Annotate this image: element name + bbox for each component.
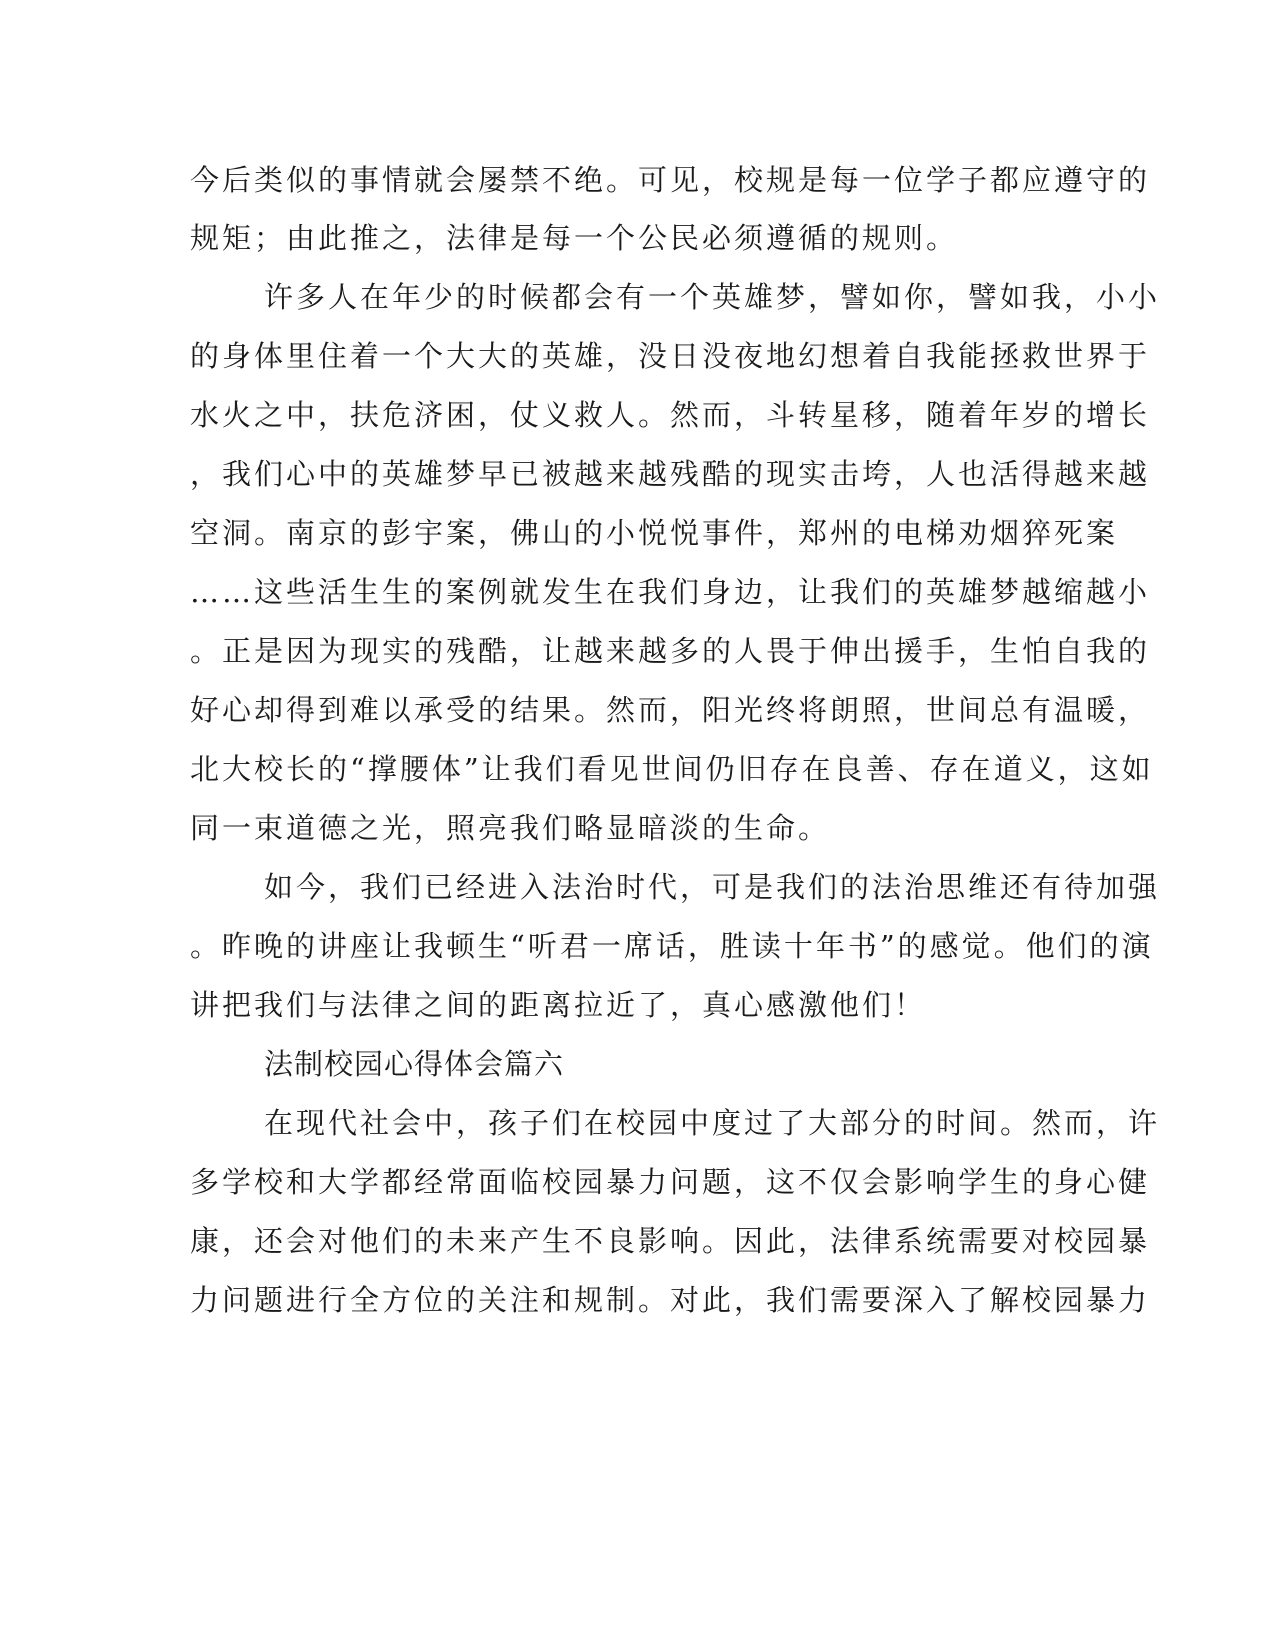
text-line: 的身体里住着一个大大的英雄，没日没夜地幻想着自我能拯救世界于 bbox=[190, 339, 1151, 373]
text-line: 。正是因为现实的残酷，让越来越多的人畏于伸出援手，生怕自我的 bbox=[190, 634, 1151, 668]
paragraph-start-line: 如今，我们已经进入法治时代，可是我们的法治思维还有待加强 bbox=[264, 870, 1161, 904]
text-line: 力问题进行全方位的关注和规制。对此，我们需要深入了解校园暴力 bbox=[190, 1283, 1151, 1317]
text-line: 讲把我们与法律之间的距离拉近了，真心感激他们！ bbox=[190, 988, 927, 1022]
paragraph-start-line: 许多人在年少的时候都会有一个英雄梦，譬如你，譬如我，小小 bbox=[264, 280, 1161, 314]
text-line: 规矩；由此推之，法律是每一个公民必须遵循的规则。 bbox=[190, 221, 959, 255]
text-line: 今后类似的事情就会屡禁不绝。可见，校规是每一位学子都应遵守的 bbox=[190, 163, 1151, 197]
text-line: 水火之中，扶危济困，仗义救人。然而，斗转星移，随着年岁的增长 bbox=[190, 398, 1151, 432]
text-line: 好心却得到难以承受的结果。然而，阳光终将朗照，世间总有温暖， bbox=[190, 693, 1151, 727]
text-line: 同一束道德之光，照亮我们略显暗淡的生命。 bbox=[190, 811, 831, 845]
text-line: ，我们心中的英雄梦早已被越来越残酷的现实击垮，人也活得越来越 bbox=[190, 457, 1151, 491]
section-heading: 法制校园心得体会篇六 bbox=[264, 1047, 565, 1081]
text-line: ……这些活生生的案例就发生在我们身边，让我们的英雄梦越缩越小 bbox=[190, 575, 1151, 609]
text-line: 多学校和大学都经常面临校园暴力问题，这不仅会影响学生的身心健 bbox=[190, 1165, 1151, 1199]
text-line: 康，还会对他们的未来产生不良影响。因此，法律系统需要对校园暴 bbox=[190, 1224, 1151, 1258]
text-line: 北大校长的“撑腰体”让我们看见世间仍旧存在良善、存在道义，这如 bbox=[190, 752, 1154, 786]
text-line: 空洞。南京的彭宇案，佛山的小悦悦事件，郑州的电梯劝烟猝死案 bbox=[190, 516, 1119, 550]
text-line: 。昨晚的讲座让我顿生“听君一席话，胜读十年书”的感觉。他们的演 bbox=[190, 929, 1154, 963]
paragraph-start-line: 在现代社会中，孩子们在校园中度过了大部分的时间。然而，许 bbox=[264, 1106, 1161, 1140]
